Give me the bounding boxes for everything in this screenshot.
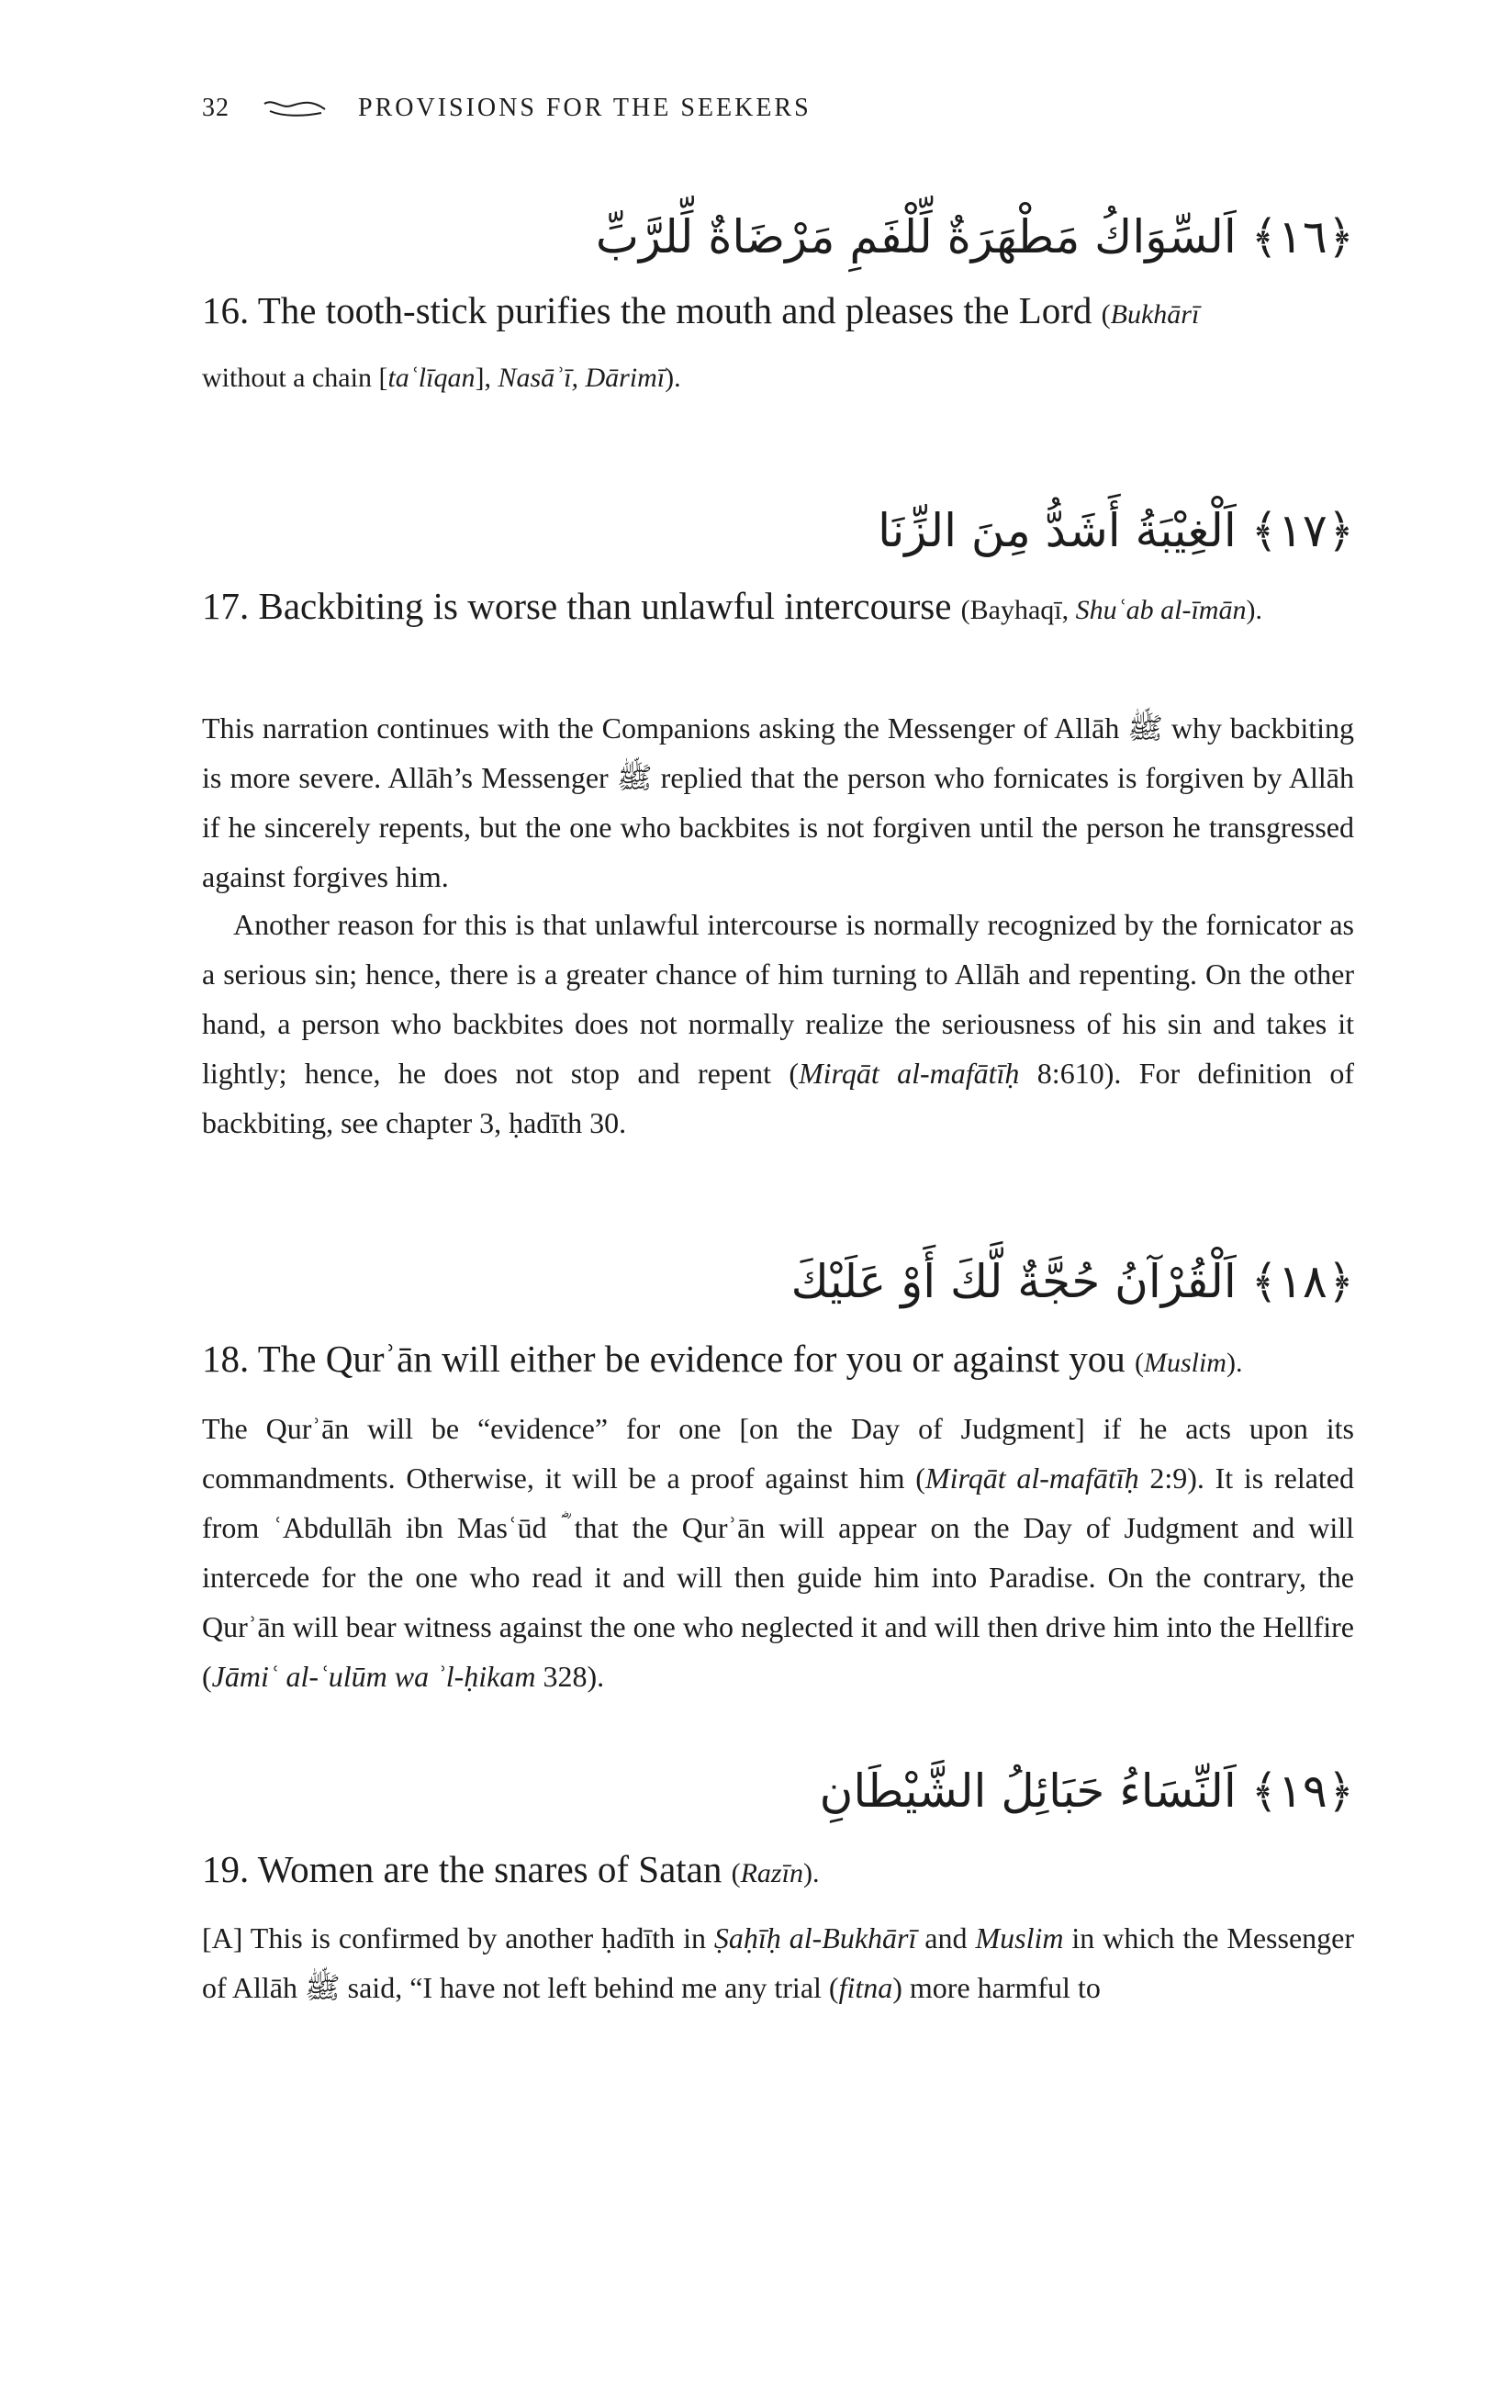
hadith-number: 17.	[202, 585, 250, 627]
hadith-text: Backbiting is worse than unlawful intercourse	[258, 585, 952, 627]
hadith-16	[202, 281, 1354, 408]
commentary-18-p1: The Qurʾān will be “evidence” for one [on the Day of Judgment] if he acts upon its commandments. Otherwise, it will be a proof against him (Mirqāt al-mafātīḥ 2:9). It is related from ʿAbdullāh ibn Masʿūd ؓ that the Qurʾān will appear on the Day of Judgment and will intercede for the one who read it and will then guide him into Paradise. On the contrary, the Qurʾān will bear witness against the one who neglected it and will then drive him into the Hellfire (Jāmiʿ al-ʿulūm wa ʾl-ḥikam 328).	[202, 1412, 1355, 1693]
hadith-source: (Muslim).	[1134, 1348, 1243, 1378]
hadith-source: (Bukhārī	[1101, 299, 1200, 330]
hadith-source: (Razīn).	[731, 1858, 820, 1888]
hadith-18	[202, 1329, 1354, 1393]
arabic-text-19: ﴿١٩﴾ اَلنِّسَاءُ حَبَائِلُ الشَّيْطَانِ	[819, 1764, 1354, 1818]
hadith-text: The tooth-stick purifies the mouth and pleases the Lord	[257, 289, 1092, 331]
hadith-number: 19.	[202, 1848, 250, 1890]
running-title: PROVISIONS FOR THE SEEKERS	[358, 94, 812, 122]
hadith-text: Women are the snares of Satan	[257, 1848, 722, 1890]
arabic-text-18: ﴿١٨﴾ اَلْقُرْآنُ حُجَّةٌ لَّكَ أَوْ عَلَيْكَ	[790, 1255, 1354, 1308]
hadith-text: The Qurʾān will either be evidence for you or against you	[257, 1338, 1126, 1380]
page-number: 32	[202, 94, 230, 122]
hadith-source: (Bayhaqī, Shuʿab al-īmān).	[960, 595, 1262, 625]
commentary-17-p2: Another reason for this is that unlawful intercourse is normally recognized by the fornicator as a serious sin; hence, there is a greater chance of him turning to Allāh and repenting. On the other hand, a person who backbites does not normally realize the seriousness of his sin and takes it lightly; hence, he does not stop and repent (Mirqāt al-mafātīḥ 8:610). For definition of backbiting, see chapter 3, ḥadīth 30.	[202, 908, 1355, 1139]
arabic-text-17: ﴿١٧﴾ اَلْغِيْبَةُ أَشَدُّ مِنَ الزِّنَا	[878, 504, 1354, 557]
commentary-19-p1: [A] This is confirmed by another ḥadīth in Ṣaḥīḥ al-Bukhārī and Muslim in which the Messenger of Allāh ﷺ said, “I have not left behind me any trial (fitna) more harmful to	[202, 1921, 1355, 2004]
hadith-number: 16.	[202, 289, 250, 331]
hadith-number: 18.	[202, 1338, 250, 1380]
commentary-17-p1: This narration continues with the Companions asking the Messenger of Allāh ﷺ why backbiting is more severe. Allāh’s Messenger ﷺ replied that the person who fornicates is forgiven by Allāh if he sincerely repents, but the one who backbites is not forgiven until the person he transgressed against forgives him.	[202, 711, 1355, 893]
hadith-17	[202, 577, 1354, 640]
hadith-source-cont: without a chain [taʿlīqan], Nasāʾī, Dārimī).	[202, 363, 681, 393]
ornament-icon	[261, 96, 330, 120]
hadith-19	[202, 1840, 1354, 1903]
running-head	[202, 94, 812, 123]
arabic-text-16: ﴿١٦﴾ اَلسِّوَاكُ مَطْهَرَةٌ لِّلْفَمِ مَرْضَاةٌ لِّلرَّبِّ	[595, 210, 1354, 263]
